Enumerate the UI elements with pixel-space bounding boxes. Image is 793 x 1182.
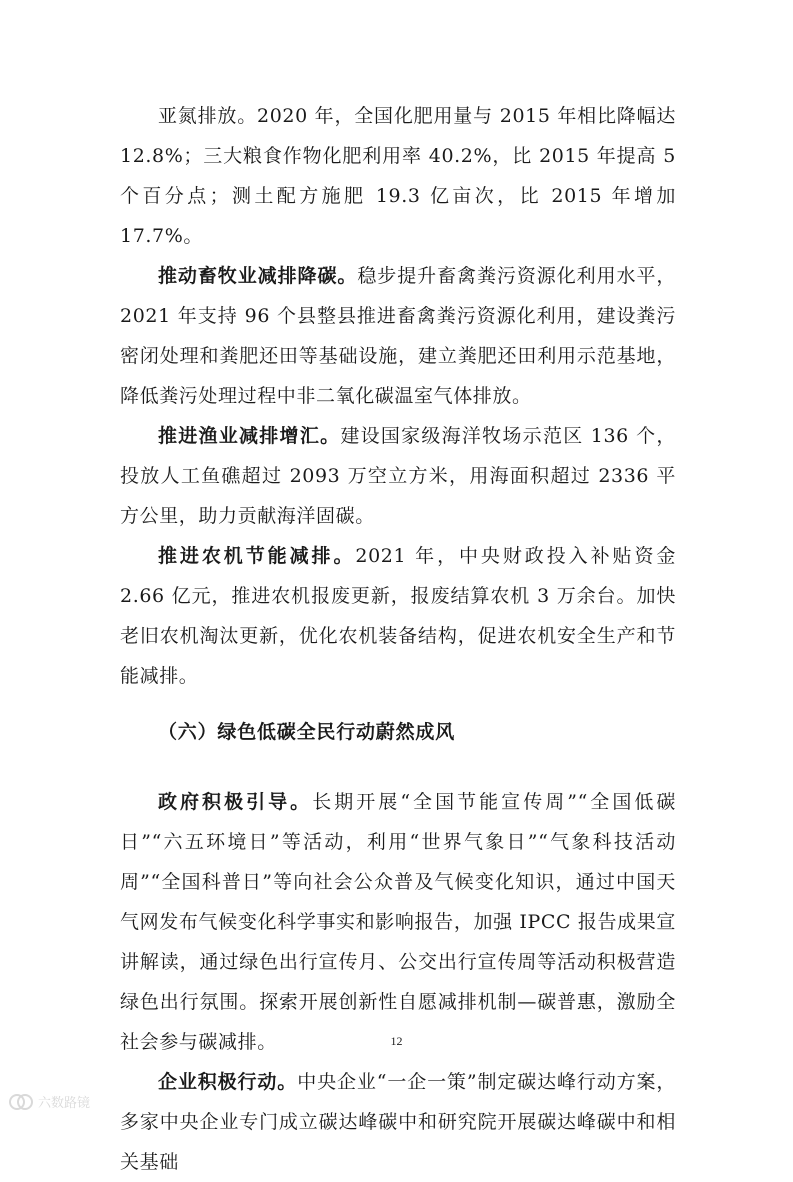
paragraph-fertilizer	[120, 96, 676, 256]
paragraph-enterprise	[120, 1062, 676, 1182]
logo-icon	[8, 1093, 34, 1111]
page-number: 12	[390, 1034, 403, 1048]
paragraph-lead: 推进渔业减排增汇。	[158, 425, 341, 447]
paragraph-fishery	[120, 416, 676, 536]
paragraph-lead: 企业积极行动。	[158, 1071, 298, 1093]
paragraph-machinery	[120, 536, 676, 696]
paragraph-text: 中央企业“一企一策”制定碳达峰行动方案，多家中央企业专门成立碳达峰碳中和研究院开展碳达峰碳中和相关基础	[120, 1071, 676, 1173]
page-content	[120, 96, 676, 1182]
paragraph-text: 稳步提升畜禽粪污资源化利用水平，2021 年支持 96 个县整县推进畜禽粪污资源化利用，建设粪污密闭处理和粪肥还田等基础设施，建立粪肥还田利用示范基地，降低粪污处理过程中非二氧化碳温室气体排放。	[120, 265, 676, 407]
section-heading: （六）绿色低碳全民行动蔚然成风	[158, 721, 456, 743]
paragraph-lead: 推进农机节能减排。	[158, 545, 356, 567]
paragraph-text: 长期开展“全国节能宣传周”“全国低碳日”“六五环境日”等活动，利用“世界气象日”“气象科技活动周”“全国科普日”等向社会公众普及气候变化知识，通过中国天气网发布气候变化科学事实和影响报告，加强 IPCC 报告成果宣讲解读，通过绿色出行宣传月、公交出行宣传周等活动积极营造绿色出行氛围。探索开展创新性自愿减排机制—碳普惠，激励全社会参与碳减排。	[120, 791, 676, 1053]
paragraph-text: 亚氮排放。2020 年，全国化肥用量与 2015 年相比降幅达 12.8%；三大粮食作物化肥利用率 40.2%，比 2015 年提高 5 个百分点；测土配方施肥 19.3 亿亩次，比 2015 年增加 17.7%。	[120, 105, 676, 247]
paragraph-livestock	[120, 256, 676, 416]
paragraph-text: 2021 年，中央财政投入补贴资金 2.66 亿元，推进农机报废更新，报废结算农机 3 万余台。加快老旧农机淘汰更新，优化农机装备结构，促进农机安全生产和节能减排。	[120, 545, 676, 687]
paragraph-lead: 政府积极引导。	[158, 791, 313, 813]
paragraph-government	[120, 782, 676, 1062]
watermark-text: 六数路镜	[38, 1096, 91, 1111]
paragraph-text: 建设国家级海洋牧场示范区 136 个，投放人工鱼礁超过 2093 万空立方米，用海面积超过 2336 平方公里，助力贡献海洋固碳。	[120, 425, 676, 527]
watermark	[8, 1092, 90, 1111]
paragraph-lead: 推动畜牧业减排降碳。	[158, 265, 358, 287]
